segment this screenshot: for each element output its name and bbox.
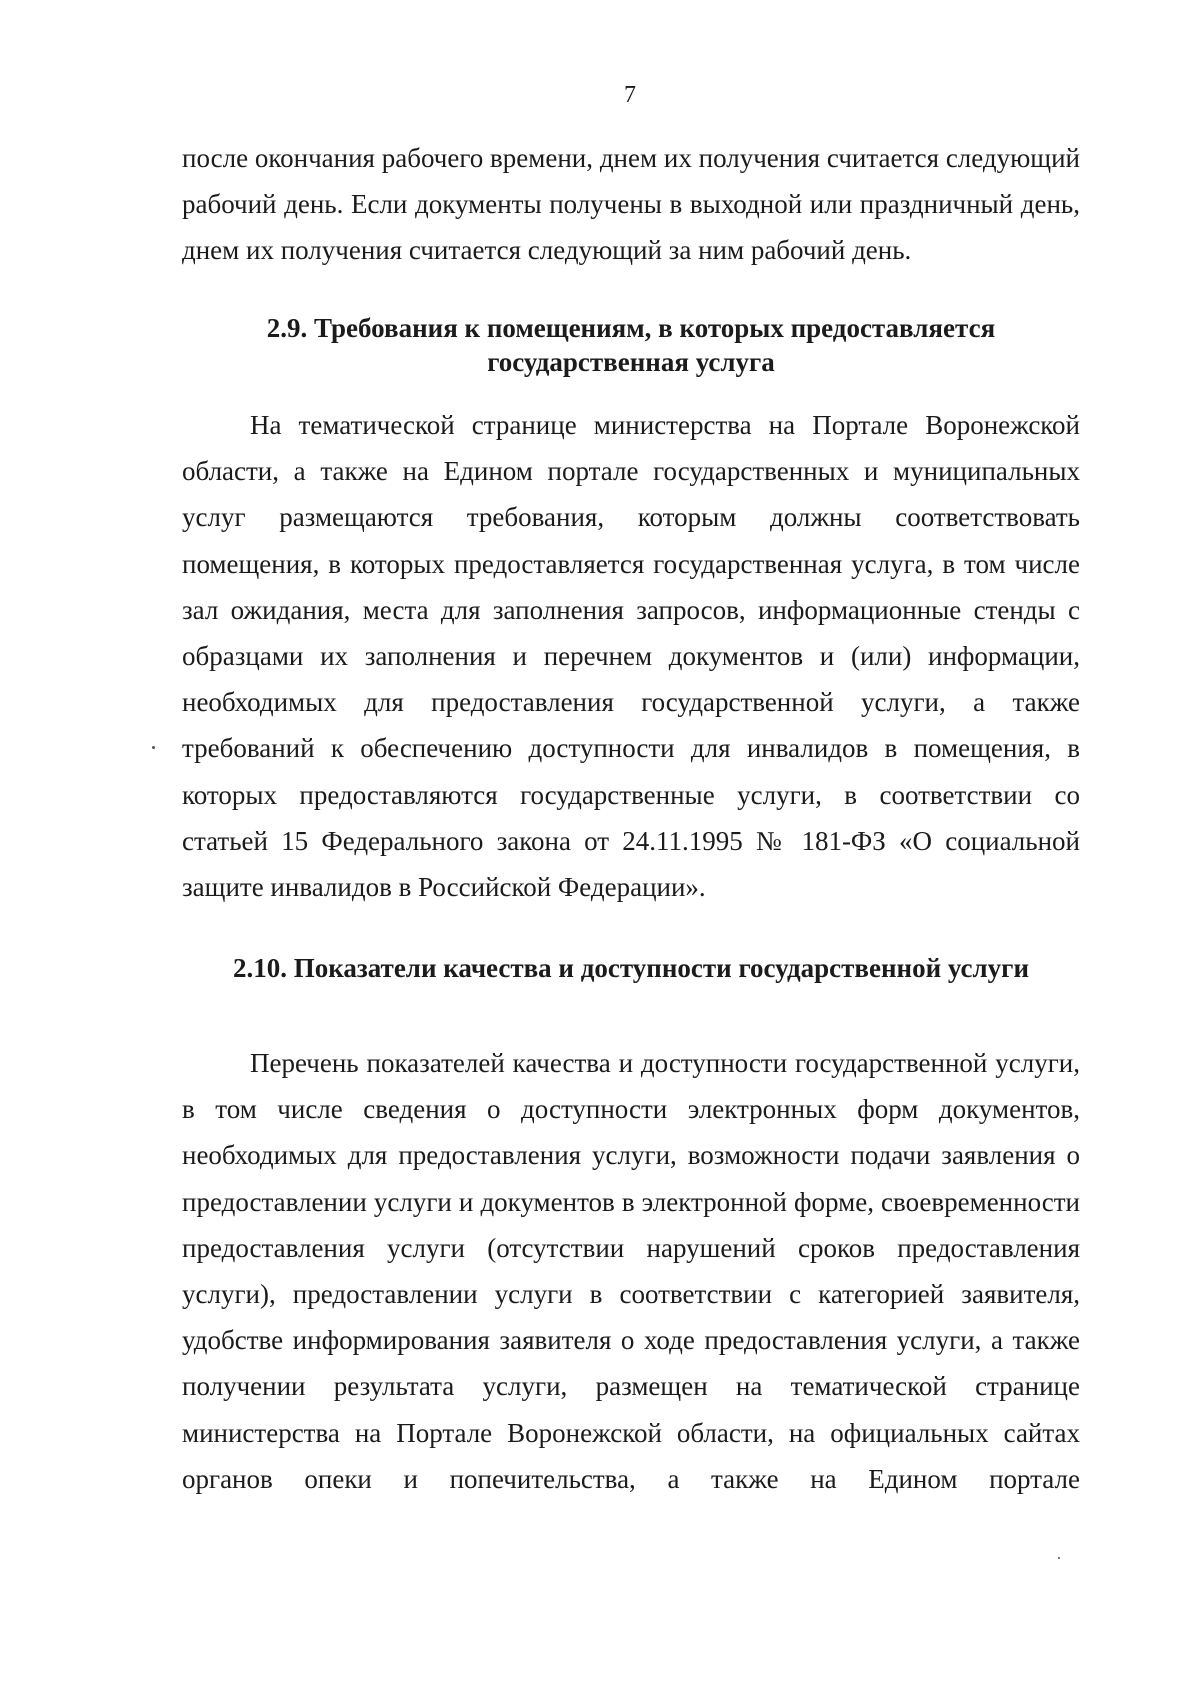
scan-speck: [1058, 1557, 1060, 1559]
text-line: министерства на Портале Воронежской области, на официальных сайтах: [182, 1417, 1080, 1448]
page-number: 7: [624, 82, 636, 108]
scan-speck: [152, 746, 155, 749]
text-line: помещения, в которых предоставляется государственная услуга, в том числе: [182, 548, 1080, 579]
text-line: услуги), предоставлении услуги в соответствии с категорией заявителя,: [182, 1279, 1080, 1310]
text-line: услуг размещаются требования, которым должны соответствовать: [182, 502, 1080, 533]
text-line: На тематической странице министерства на Портале Воронежской: [250, 410, 1080, 440]
text-line: необходимых для предоставления услуги, возможности подачи заявления о: [182, 1140, 1080, 1171]
section-2-10-paragraph: [182, 1040, 1080, 1502]
text-line: удобстве информирования заявителя о ходе предоставления услуги, а также: [182, 1325, 1080, 1356]
text-line: днем их получения считается следующий за ним рабочий день.: [182, 235, 912, 266]
text-line: зал ожидания, места для заполнения запросов, информационные стенды с: [182, 594, 1080, 625]
text-line: образцами их заполнения и перечнем документов и (или) информации,: [182, 641, 1080, 672]
section-2-9-paragraph: [182, 402, 1080, 910]
text-line: получении результата услуги, размещен на тематической странице: [182, 1371, 1080, 1402]
heading-line: 2.10. Показатели качества и доступности государственной услуги: [233, 953, 1029, 983]
heading-line: государственная услуга: [487, 347, 775, 377]
text-line: в том числе сведения о доступности электронных форм документов,: [182, 1094, 1080, 1125]
section-heading-2-9: [182, 311, 1080, 379]
text-line: необходимых для предоставления государственной услуги, а также: [182, 687, 1080, 718]
text-line: после окончания рабочего времени, днем их получения считается следующий: [182, 143, 1080, 173]
text-line: предоставления услуги (отсутствии нарушений сроков предоставления: [182, 1232, 1080, 1263]
text-line: которых предоставляются государственные услуги, в соответствии со: [182, 779, 1080, 810]
text-line: статьей 15 Федерального закона от 24.11.1995 № 181-ФЗ «О социальной: [182, 825, 1080, 856]
text-line: защите инвалидов в Российской Федерации».: [182, 872, 706, 903]
text-line: предоставлении услуги и документов в электронной форме, своевременности: [182, 1186, 1080, 1217]
paragraph-continuation: [182, 135, 1080, 274]
text-line: Перечень показателей качества и доступности государственной услуги,: [250, 1048, 1080, 1078]
text-line: требований к обеспечению доступности для инвалидов в помещения, в: [182, 733, 1080, 764]
heading-line: 2.9. Требования к помещениям, в которых предоставляется: [266, 313, 996, 343]
section-heading-2-10: [182, 951, 1080, 985]
text-line: органов опеки и попечительства, а также на Едином портале: [182, 1463, 1080, 1494]
text-line: рабочий день. Если документы получены в выходной или праздничный день,: [182, 189, 1080, 220]
text-line: области, а также на Едином портале государственных и муниципальных: [182, 456, 1080, 487]
